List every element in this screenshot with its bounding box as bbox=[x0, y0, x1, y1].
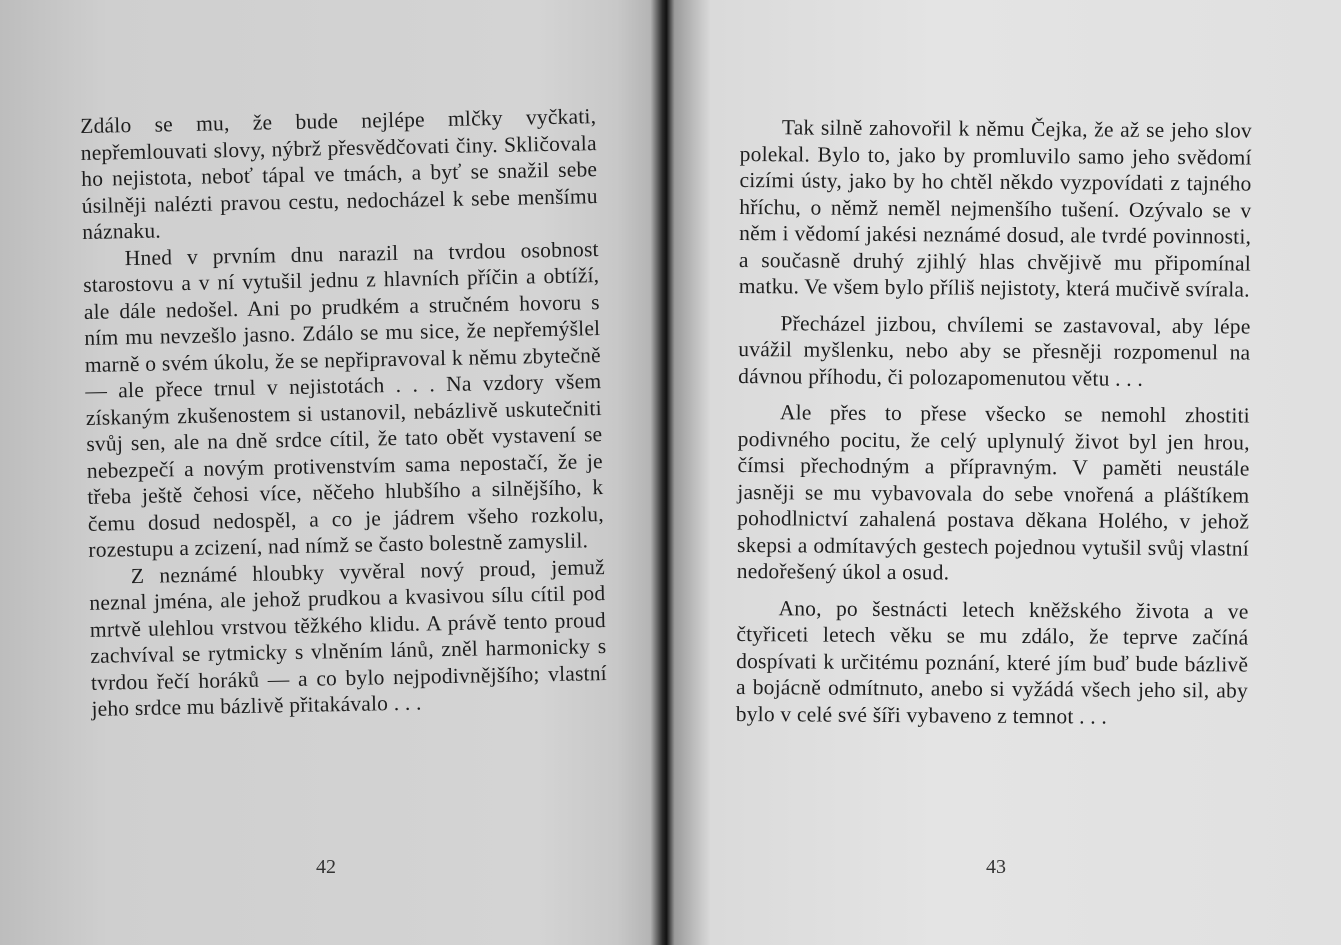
left-page-text bbox=[80, 103, 608, 722]
paragraph: Hned v prvním dnu narazil na tvrdou osobnost starostovu a v ní vytušil jednu z hlavních příčin a obtíží, ale dále nedošel. Ani po prudkém a stručném hovoru s ním mu nevzešlo jasno. Zdálo se mu sice, že nepřemýšlel marně o svém úkolu, že se nepřipravoval k němu zbytečně — ale přece trnul v nejistotách . . . Na vzdory všem získaným zkušenostem si ustanovil, nebázlivě uskutečniti svůj sen, ale na dně srdce cítil, že tato obět vystavení se nebezpečí a novým protivenstvím sama nepostačí, že je třeba ještě čehosi více, něčeho hlubšího a silnějšího, k čemu dosud nedospěl, a co je jádrem všeho rozkolu, rozestupu a zcizení, nad nímž se často bolestně zamyslil. bbox=[83, 236, 605, 562]
right-page bbox=[668, 0, 1341, 945]
page-number-left: 42 bbox=[316, 856, 336, 878]
left-page bbox=[0, 0, 660, 945]
page-number-right: 43 bbox=[986, 856, 1006, 878]
paragraph: Tak silně zahovořil k němu Čejka, že až se jeho slov polekal. Bylo to, jako by promluvilo samo jeho svědomí cizími ústy, jako by ho chtěl někdo vyzpovídati z tajného hříchu, o němž neměl nejmenšího tušení. Ozývalo se v něm i vědomí jakési neznámé dosud, ale tvrdé povinnosti, a současně druhý zjihlý hlas chvějivě mu připomínal matku. Ve všem bylo příliš nejistoty, která mučivě svírala. bbox=[738, 115, 1252, 302]
right-page-text bbox=[736, 114, 1252, 731]
paragraph: Přecházel jizbou, chvílemi se zastavoval, aby lépe uvážil myšlenku, nebo aby se přesněji rozpomenul na dávnou příhodu, či polozapomenutou větu . . . bbox=[738, 310, 1251, 391]
paragraph: Ano, po šestnácti letech kněžského života a ve čtyřiceti letech věku se mu zdálo, že teprve začíná dospívati k určitému poznání, které jím buď bude bázlivě a bojácně odmítnuto, anebo si vyžádá všech jeho sil, aby bylo v celé své šíři vybaveno z temnot . . . bbox=[735, 595, 1249, 729]
paragraph: Ale přes to přese všecko se nemohl zhostiti podivného pocitu, že celý uplynulý život byl jen hrou, čímsi přechodným a přípravným. V paměti neustále jasněji se mu vybavovala do sebe vnořená a pláštíkem pohodlnictví zahalená postava děkana Holého, v jehož skepsi a odmítavých gestech pojednou vytušil svůj vlastní nedořešený úkol a osud. bbox=[736, 400, 1250, 585]
paragraph: Zdálo se mu, že bude nejlépe mlčky vyčkati, nepřemlouvati slovy, nýbrž přesvědčovati činy. Skličovala ho nejistota, neboť tápal ve tmách, a byť se snažil sebe úsilněji nalézti pravou cestu, nedocházel k sebe menšímu náznaku. bbox=[80, 104, 598, 244]
paragraph: Z neznámé hloubky vyvěral nový proud, jemuž neznal jména, ale jehož prudkou a kvasivou sílu cítil pod mrtvě ulehlou vrstvou těžkého klidu. A právě tento proud zachvíval se rytmicky s vlněním lánů, zněl harmonicky s tvrdou řečí horáků — a co bylo nejpodivnějšího; vlastní jeho srdce mu bázlivě přitakávalo . . . bbox=[89, 554, 608, 721]
